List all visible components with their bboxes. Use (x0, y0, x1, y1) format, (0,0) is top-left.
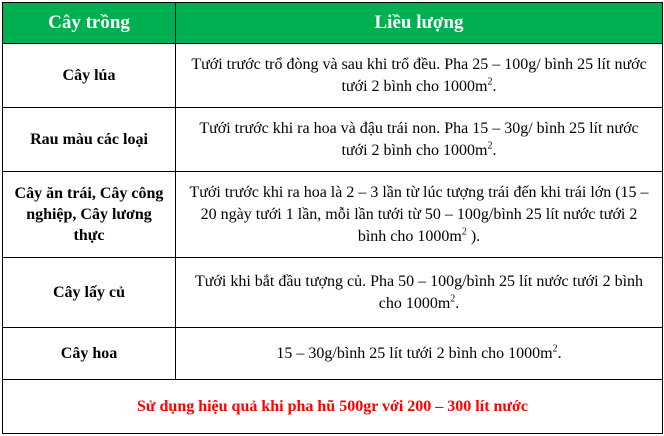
crop-cell: Cây ăn trái, Cây công nghiệp, Cây lương thực (3, 172, 176, 258)
table-row (3, 258, 663, 328)
dosage-cell: Tưới trước khi ra hoa là 2 – 3 lần từ lúc tượng trái đến khi trái lớn (15 – 20 ngày tưới 1 lần, mỗi lần tưới từ 50 – 100g/bình 25 lít nước tưới 2 bình cho $1000m^2$ ). (176, 172, 663, 258)
dosage-cell: Tưới khi bắt đầu tượng củ. Pha 50 – 100g/bình 25 lít nước tưới 2 bình cho $1000m^2$. (176, 258, 663, 328)
table-row (3, 172, 663, 258)
footer-row (3, 380, 663, 434)
table-row (3, 328, 663, 380)
header-dosage: Liều lượng (176, 3, 663, 44)
dosage-cell: Tưới trước trổ đòng và sau khi trổ đều. Pha 25 – 100g/ bình 25 lít nước tưới 2 bình cho $1000m^2$. (176, 44, 663, 108)
dosage-cell: Tưới trước khi ra hoa và đậu trái non. Pha 15 – 30g/ bình 25 lít nước tưới 2 bình cho $1000m^2$. (176, 108, 663, 172)
dosage-table (2, 2, 663, 434)
crop-cell: Cây lúa (3, 44, 176, 108)
table-row (3, 44, 663, 108)
usage-note: Sử dụng hiệu quả khi pha hũ 500gr với 200 – 300 lít nước (3, 380, 663, 434)
dosage-cell: 15 – 30g/bình 25 lít tưới 2 bình cho $1000m^2$. (176, 328, 663, 380)
crop-cell: Cây hoa (3, 328, 176, 380)
header-row (3, 3, 663, 44)
crop-cell: Rau màu các loại (3, 108, 176, 172)
table-row (3, 108, 663, 172)
crop-cell: Cây lấy củ (3, 258, 176, 328)
header-crop: Cây trồng (3, 3, 176, 44)
